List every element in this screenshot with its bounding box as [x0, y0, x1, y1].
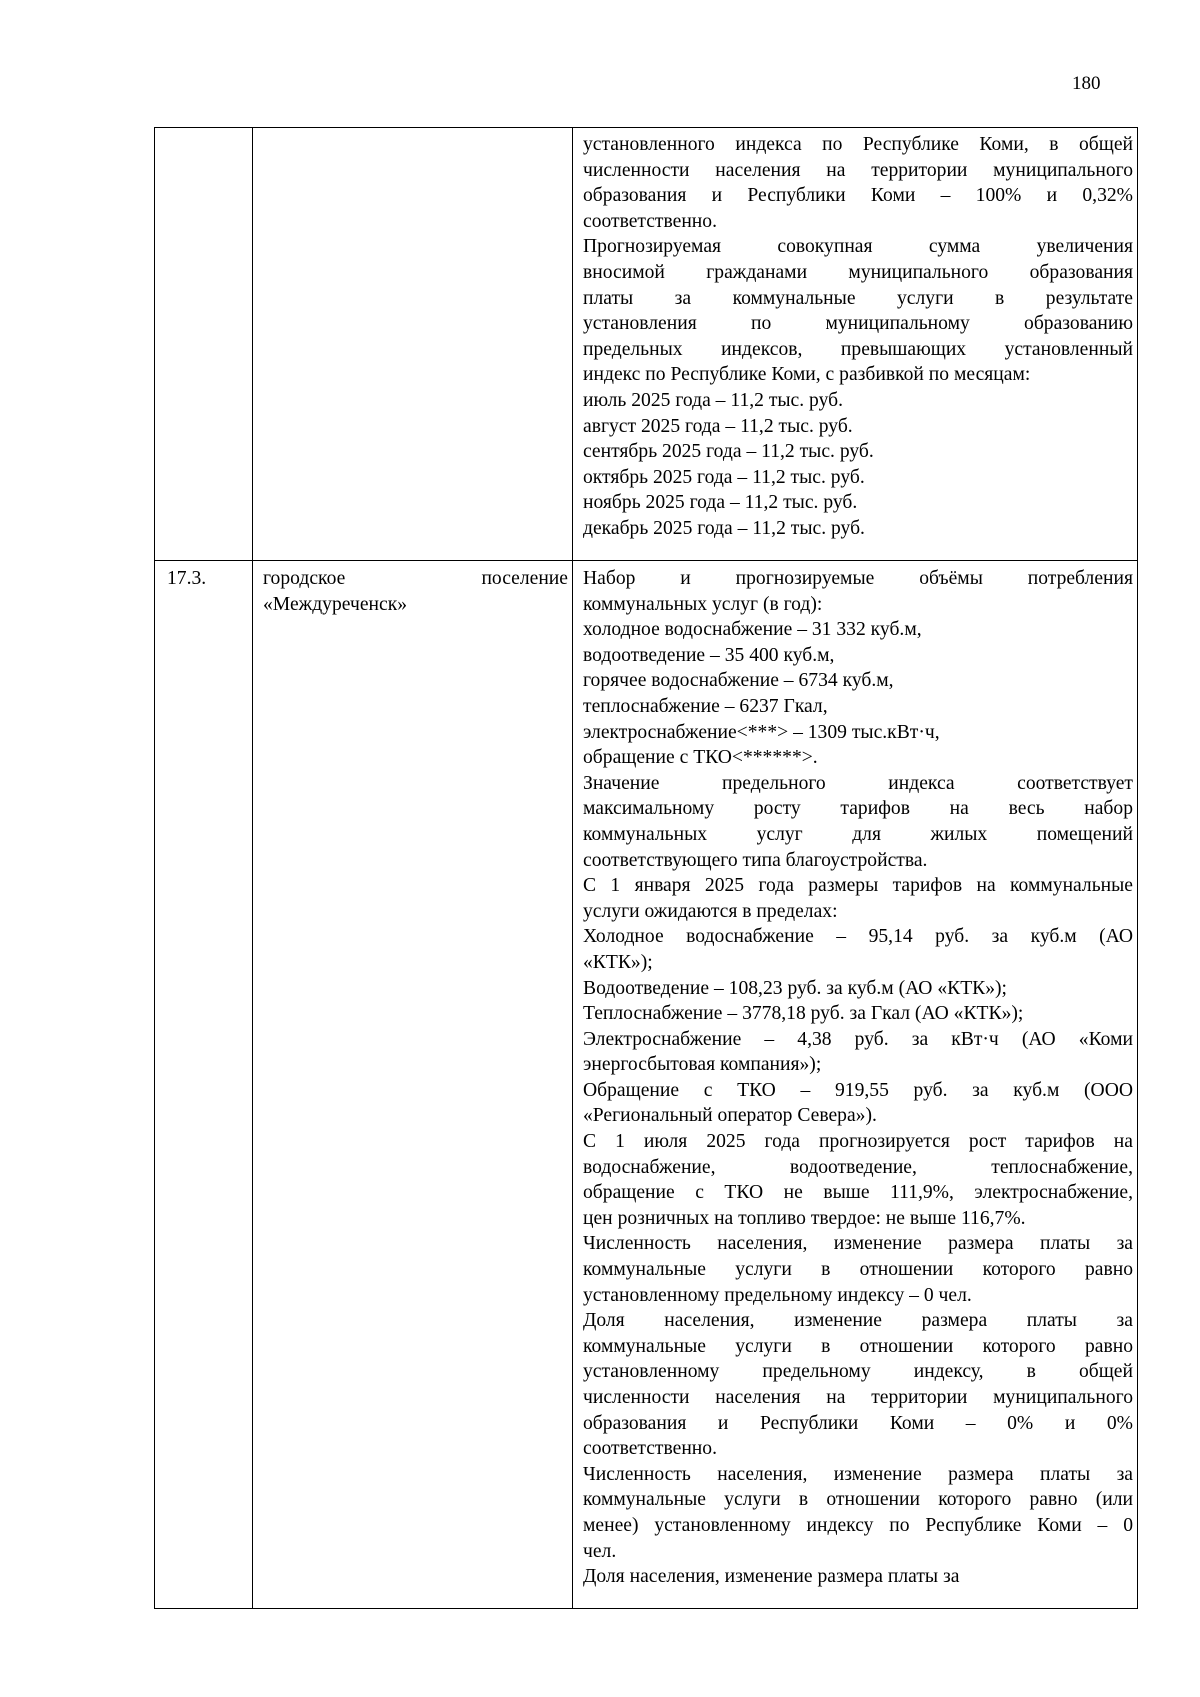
description-paragraph: [583, 465, 1133, 491]
text-line: соответственно.: [583, 1438, 717, 1460]
description-cell: [573, 561, 1138, 1609]
text-line: максимальному росту тарифов на весь набор: [583, 798, 1133, 820]
description-paragraph: [583, 1027, 1133, 1078]
text-line: август 2025 года – 11,2 тыс. руб.: [583, 415, 853, 437]
text-line: соответствующего типа благоустройства.: [583, 849, 928, 871]
description-paragraph: [583, 1564, 1133, 1590]
text-line: вносимой гражданами муниципального образования: [583, 261, 1133, 283]
text-line: Холодное водоснабжение – 95,14 руб. за куб.м (АО: [583, 926, 1133, 948]
text-line: соответственно.: [583, 210, 717, 232]
description-paragraph: [583, 1001, 1133, 1027]
text-line: С 1 июля 2025 года прогнозируется рост тарифов на: [583, 1131, 1133, 1153]
text-line: Набор и прогнозируемые объёмы потребления: [583, 568, 1133, 589]
description-paragraph: [583, 643, 1133, 669]
text-line: Водоотведение – 108,23 руб. за куб.м (АО «КТК»);: [583, 977, 1007, 999]
row-number: 17.3.: [167, 568, 207, 589]
text-line: сентябрь 2025 года – 11,2 тыс. руб.: [583, 441, 874, 463]
text-line: Электроснабжение – 4,38 руб. за кВт·ч (АО «Коми: [583, 1028, 1133, 1050]
table-row: [155, 128, 1138, 561]
text-line: энергосбытовая компания»);: [583, 1054, 822, 1076]
description-paragraph: [583, 1462, 1133, 1564]
text-line: образования и Республики Коми – 100% и 0,32%: [583, 185, 1133, 207]
municipality-name-line: «Междуреченск»: [263, 593, 408, 615]
description-paragraph: [583, 720, 1133, 746]
text-line: Численность населения, изменение размера платы за: [583, 1233, 1133, 1255]
description-paragraph: [583, 771, 1133, 873]
description-paragraph: [583, 924, 1133, 975]
text-line: установленному предельному индексу, в общей: [583, 1361, 1133, 1383]
text-line: услуги ожидаются в пределах:: [583, 900, 838, 922]
text-line: Доля населения, изменение размера платы за: [583, 1566, 960, 1588]
description-paragraph: [583, 976, 1133, 1002]
text-line: Обращение с ТКО – 919,55 руб. за куб.м (ООО: [583, 1079, 1133, 1101]
text-line: С 1 января 2025 года размеры тарифов на коммунальные: [583, 875, 1133, 897]
text-line: электроснабжение<***> – 1309 тыс.кВт·ч,: [583, 721, 940, 743]
text-line: Прогнозируемая совокупная сумма увеличения: [583, 236, 1133, 258]
text-line: Доля населения, изменение размера платы за: [583, 1310, 1133, 1332]
description-paragraph: [583, 668, 1133, 694]
text-line: коммунальные услуги в отношении которого равно (или: [583, 1489, 1133, 1511]
text-line: Значение предельного индекса соответствует: [583, 772, 1133, 794]
description-paragraph: [583, 617, 1133, 643]
description-paragraph: [583, 490, 1133, 516]
text-line: цен розничных на топливо твердое: не выше 116,7%.: [583, 1207, 1026, 1229]
description-paragraph: [583, 694, 1133, 720]
row-number-cell: [155, 561, 253, 1609]
text-line: декабрь 2025 года – 11,2 тыс. руб.: [583, 517, 865, 539]
text-line: «Региональный оператор Севера»).: [583, 1105, 877, 1127]
text-line: коммунальные услуги в отношении которого равно: [583, 1335, 1133, 1357]
text-line: численности населения на территории муниципального: [583, 159, 1133, 181]
description-paragraph: [583, 388, 1133, 414]
text-line: ноябрь 2025 года – 11,2 тыс. руб.: [583, 492, 858, 514]
description-paragraph: [583, 132, 1133, 234]
text-line: индекс по Республике Коми, с разбивкой по месяцам:: [583, 364, 1031, 386]
municipality-name-cell: [253, 128, 573, 561]
text-line: водоснабжение, водоотведение, теплоснабжение,: [583, 1156, 1133, 1178]
description-paragraph: [583, 1231, 1133, 1308]
text-line: предельных индексов, превышающих установленный: [583, 338, 1133, 360]
description-paragraph: [583, 1129, 1133, 1231]
text-line: установленного индекса по Республике Коми, в общей: [583, 134, 1133, 155]
text-line: платы за коммунальные услуги в результате: [583, 287, 1133, 309]
text-line: октябрь 2025 года – 11,2 тыс. руб.: [583, 466, 865, 488]
description-paragraph: [583, 234, 1133, 388]
table-row: [155, 561, 1138, 1609]
text-line: обращение с ТКО не выше 111,9%, электроснабжение,: [583, 1182, 1133, 1204]
text-line: водоотведение – 35 400 куб.м,: [583, 644, 835, 666]
text-line: Теплоснабжение – 3778,18 руб. за Гкал (АО «КТК»);: [583, 1003, 1024, 1025]
text-line: Численность населения, изменение размера платы за: [583, 1463, 1133, 1485]
text-line: установления по муниципальному образованию: [583, 313, 1133, 335]
description-paragraph: [583, 439, 1133, 465]
description-paragraph: [583, 873, 1133, 924]
row-number-cell: [155, 128, 253, 561]
description-paragraph: [583, 1078, 1133, 1129]
text-line: чел.: [583, 1540, 617, 1562]
description-paragraph: [583, 414, 1133, 440]
text-line: коммунальных услуг для жилых помещений: [583, 823, 1133, 845]
description-paragraph: [583, 566, 1133, 617]
municipality-name-line: городское поселение: [263, 568, 568, 589]
text-line: «КТК»);: [583, 951, 653, 973]
description-paragraph: [583, 745, 1133, 771]
text-line: теплоснабжение – 6237 Гкал,: [583, 695, 828, 717]
text-line: июль 2025 года – 11,2 тыс. руб.: [583, 389, 843, 411]
description-paragraph: [583, 516, 1133, 542]
description-paragraph: [583, 1308, 1133, 1462]
municipality-name-cell: [253, 561, 573, 1609]
text-line: менее) установленному индексу по Республике Коми – 0: [583, 1514, 1133, 1536]
page-number: 180: [1072, 73, 1101, 94]
text-line: коммунальных услуг (в год):: [583, 593, 823, 615]
text-line: коммунальные услуги в отношении которого равно: [583, 1259, 1133, 1281]
description-cell: [573, 128, 1138, 561]
text-line: установленному предельному индексу – 0 чел.: [583, 1284, 972, 1306]
text-line: обращение с ТКО<******>.: [583, 747, 818, 769]
text-line: холодное водоснабжение – 31 332 куб.м,: [583, 619, 922, 641]
text-line: образования и Республики Коми – 0% и 0%: [583, 1412, 1133, 1434]
text-line: численности населения на территории муниципального: [583, 1387, 1133, 1408]
tariff-table: [154, 127, 1138, 1609]
text-line: горячее водоснабжение – 6734 куб.м,: [583, 670, 894, 692]
